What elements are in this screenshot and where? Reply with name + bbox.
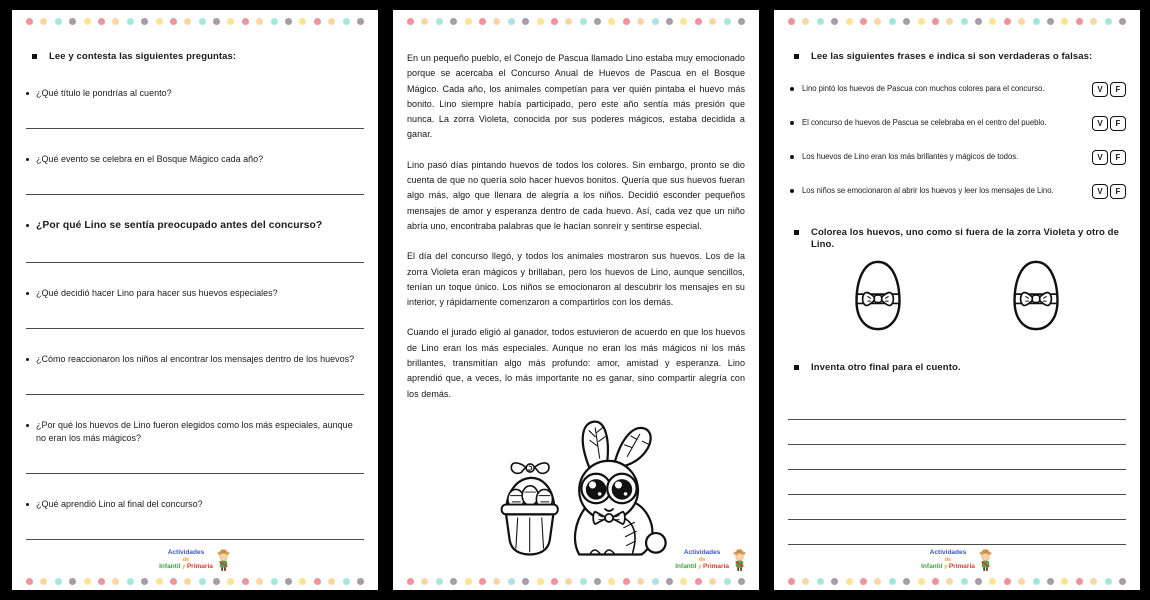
border-dot	[961, 18, 968, 25]
border-dot	[817, 578, 824, 585]
site-logo	[675, 548, 747, 572]
border-dot	[623, 18, 630, 25]
worksheet-page-true-false	[774, 10, 1140, 590]
square-bullet-icon	[794, 230, 799, 235]
border-dot	[608, 18, 615, 25]
mascot-icon	[732, 548, 747, 572]
border-dot	[314, 18, 321, 25]
border-dot	[256, 18, 263, 25]
story-paragraph: Cuando el jurado eligió al ganador, todos estuvieron de acuerdo en que los huevos de Lino eran los más especiales. Aunque no eran los más mágicos ni los más brillantes, transmitían algo más profundo: amor, amistad y esperanza. Lino aprendió que, a veces, lo más importante no es ganar, sino compartir alegría con los demás.	[407, 327, 745, 399]
statement-text: El concurso de huevos de Pascua se celebraba en el centro del pueblo.	[802, 118, 1047, 128]
dot-bullet-icon	[790, 155, 794, 159]
border-dot	[40, 578, 47, 585]
border-dot	[199, 578, 206, 585]
true-checkbox[interactable]: V	[1092, 150, 1108, 165]
dot-bullet-icon	[26, 424, 29, 427]
border-dot	[450, 578, 457, 585]
border-dot	[594, 578, 601, 585]
border-dot	[98, 18, 105, 25]
question-text: ¿Por qué los huevos de Lino fueron elegidos como los más especiales, aunque no eran los más mágicos?	[36, 419, 353, 444]
statement-text: Los huevos de Lino eran los más brillantes y mágicos de todos.	[802, 152, 1019, 162]
question-text: ¿Cómo reaccionaron los niños al encontrar los mensajes dentro de los huevos?	[36, 353, 355, 364]
border-dot	[724, 578, 731, 585]
border-dot	[141, 18, 148, 25]
coloring-eggs	[788, 259, 1126, 332]
border-dot	[903, 578, 910, 585]
border-dot	[493, 578, 500, 585]
border-dot	[227, 18, 234, 25]
border-dot	[652, 578, 659, 585]
border-dot	[479, 578, 486, 585]
border-dot	[666, 578, 673, 585]
border-dot	[421, 578, 428, 585]
border-dot	[170, 18, 177, 25]
border-dot	[831, 18, 838, 25]
border-dot	[40, 18, 47, 25]
logo-line3-word1: Infantil	[159, 563, 181, 571]
border-dot	[874, 18, 881, 25]
question-block	[26, 87, 364, 129]
border-dot	[946, 18, 953, 25]
statement-row	[788, 150, 1126, 165]
border-dot	[522, 578, 529, 585]
dot-bullet-icon	[790, 87, 794, 91]
border-dot	[421, 18, 428, 25]
statement-row	[788, 82, 1126, 97]
answer-line[interactable]	[26, 261, 364, 263]
border-dot	[213, 578, 220, 585]
border-dot	[738, 578, 745, 585]
border-dot	[932, 18, 939, 25]
border-dot	[680, 18, 687, 25]
border-dot	[1018, 18, 1025, 25]
border-dot	[271, 578, 278, 585]
logo-line2: de	[698, 556, 706, 563]
border-dot	[580, 18, 587, 25]
border-dot	[874, 578, 881, 585]
border-dot	[975, 578, 982, 585]
border-dot	[465, 18, 472, 25]
border-dot	[213, 18, 220, 25]
border-dot	[242, 578, 249, 585]
statement-text: Lino pintó los huevos de Pascua con muchos colores para el concurso.	[802, 84, 1045, 94]
border-dot	[788, 578, 795, 585]
border-dot	[860, 578, 867, 585]
question-block	[26, 219, 364, 263]
border-dot	[975, 18, 982, 25]
dot-bullet-icon	[26, 292, 29, 295]
section-header-label: Lee y contesta las siguientes preguntas:	[49, 51, 237, 62]
border-dot	[314, 578, 321, 585]
story-paragraph: El día del concurso llegó, y todos los animales mostraron sus huevos. Los de la zorra Violeta eran mágicos y brillaban, pero los huevos de Lino, aunque sencillos, tenían un toque único. Los niños se emocionaron al descubrir los mensajes en su interior, y rápidamente comenzaron a compartirlos con los demás.	[407, 251, 745, 308]
story-paragraph: En un pequeño pueblo, el Conejo de Pascua llamado Lino estaba muy emocionado porque se acercaba el Concurso Anual de Huevos de Pascua en el Bosque Mágico. Cada año, los animales competían para ver quién pintaba el huevo más bonito. Lino siempre había participado, pero este año sentía más presión que nunca. La zorra Violeta, conocida por sus poderes mágicos, estaba decidida a ganar.	[407, 53, 745, 140]
border-dot	[242, 18, 249, 25]
logo-line1: Actividades	[167, 549, 205, 557]
border-dot	[637, 18, 644, 25]
border-dot	[1047, 18, 1054, 25]
border-dot	[508, 578, 515, 585]
border-dot	[1018, 578, 1025, 585]
border-dot	[918, 18, 925, 25]
story-paragraph: Lino pasó días pintando huevos de todos los colores. Sin embargo, pronto se dio cuenta de que no quería solo hacer huevos bonitos. Quería que sus huevos fueran algo más, algo que llenara de alegría a los niños. Decidió esconder pequeños mensajes de amor y esperanza dentro de cada huevo. Así, cada vez que un niño abría uno, encontraba palabras que le hacían sonreír y sentirse especial.	[407, 159, 745, 231]
dots-border	[788, 578, 1126, 585]
question-text: ¿Qué aprendió Lino al final del concurso?	[36, 499, 203, 510]
border-dot	[479, 18, 486, 25]
border-dot	[1105, 18, 1112, 25]
border-dot	[961, 578, 968, 585]
dot-bullet-icon	[26, 158, 29, 161]
border-dot	[256, 578, 263, 585]
border-dot	[1004, 18, 1011, 25]
question-block	[26, 153, 364, 195]
border-dot	[802, 18, 809, 25]
section-header-questions	[26, 51, 364, 63]
question-block	[26, 353, 364, 395]
border-dot	[170, 578, 177, 585]
border-dot	[1090, 578, 1097, 585]
border-dot	[299, 18, 306, 25]
question-text: ¿Qué decidió hacer Lino para hacer sus huevos especiales?	[36, 287, 278, 298]
border-dot	[817, 18, 824, 25]
border-dot	[508, 18, 515, 25]
question-block	[26, 287, 364, 329]
dot-bullet-icon	[26, 503, 29, 506]
border-dot	[465, 578, 472, 585]
writing-line[interactable]	[788, 518, 1126, 520]
border-dot	[860, 18, 867, 25]
border-dot	[680, 578, 687, 585]
logo-line3-word1: Infantil	[921, 563, 943, 571]
border-dot	[156, 578, 163, 585]
border-dot	[1047, 578, 1054, 585]
border-dot	[199, 18, 206, 25]
writing-line[interactable]	[788, 418, 1126, 420]
border-dot	[537, 18, 544, 25]
border-dot	[112, 18, 119, 25]
border-dot	[328, 18, 335, 25]
square-bullet-icon	[794, 365, 799, 370]
site-logo	[159, 548, 231, 572]
logo-line1: Actividades	[683, 549, 721, 557]
border-dot	[709, 18, 716, 25]
statement-row	[788, 116, 1126, 131]
writing-line[interactable]	[788, 543, 1126, 545]
border-dot	[1119, 18, 1126, 25]
dots-border	[26, 578, 364, 585]
border-dot	[127, 18, 134, 25]
border-dot	[26, 578, 33, 585]
dot-bullet-icon	[790, 189, 794, 193]
logo-line3-word3: Primaria	[186, 563, 213, 571]
border-dot	[84, 18, 91, 25]
border-dot	[565, 18, 572, 25]
answer-line[interactable]	[26, 538, 364, 540]
border-dot	[903, 18, 910, 25]
border-dot	[802, 578, 809, 585]
logo-line2: de	[944, 556, 952, 563]
dot-bullet-icon	[26, 92, 29, 95]
border-dot	[156, 18, 163, 25]
border-dot	[580, 578, 587, 585]
border-dot	[724, 18, 731, 25]
square-bullet-icon	[794, 54, 799, 59]
border-dot	[695, 18, 702, 25]
border-dot	[846, 18, 853, 25]
section-header-true-false	[788, 51, 1126, 63]
border-dot	[889, 18, 896, 25]
border-dot	[1105, 578, 1112, 585]
statement-row	[788, 184, 1126, 199]
border-dot	[623, 578, 630, 585]
bunny-illustration	[407, 417, 745, 565]
worksheet-page-story	[393, 10, 759, 590]
border-dot	[69, 18, 76, 25]
egg-outline-violeta[interactable]	[850, 259, 906, 332]
dots-border	[407, 18, 745, 25]
border-dot	[285, 18, 292, 25]
border-dot	[84, 578, 91, 585]
border-dot	[608, 578, 615, 585]
logo-line3-word1: Infantil	[675, 563, 697, 571]
border-dot	[1076, 578, 1083, 585]
site-logo	[921, 548, 993, 572]
false-checkbox[interactable]: F	[1110, 116, 1126, 131]
border-dot	[112, 578, 119, 585]
dot-bullet-icon	[26, 358, 29, 361]
border-dot	[666, 18, 673, 25]
border-dot	[522, 18, 529, 25]
dot-bullet-icon	[26, 224, 29, 227]
answer-line[interactable]	[26, 393, 364, 395]
square-bullet-icon	[32, 54, 37, 59]
false-checkbox[interactable]: F	[1110, 184, 1126, 199]
question-text: ¿Por qué Lino se sentía preocupado antes del concurso?	[36, 219, 323, 231]
question-block	[26, 419, 364, 474]
dots-border	[788, 18, 1126, 25]
border-dot	[127, 578, 134, 585]
border-dot	[946, 578, 953, 585]
border-dot	[537, 578, 544, 585]
border-dot	[918, 578, 925, 585]
border-dot	[709, 578, 716, 585]
border-dot	[184, 578, 191, 585]
question-block	[26, 498, 364, 540]
false-checkbox[interactable]: F	[1110, 82, 1126, 97]
border-dot	[98, 578, 105, 585]
border-dot	[26, 18, 33, 25]
true-checkbox[interactable]: V	[1092, 82, 1108, 97]
border-dot	[551, 18, 558, 25]
border-dot	[1033, 18, 1040, 25]
answer-line[interactable]	[26, 472, 364, 474]
border-dot	[184, 18, 191, 25]
answer-line[interactable]	[26, 127, 364, 129]
border-dot	[695, 578, 702, 585]
border-dot	[1061, 578, 1068, 585]
border-dot	[989, 18, 996, 25]
border-dot	[932, 578, 939, 585]
border-dot	[357, 18, 364, 25]
border-dot	[299, 578, 306, 585]
border-dot	[407, 18, 414, 25]
border-dot	[565, 578, 572, 585]
section-header-label: Lee las siguientes frases e indica si son verdaderas o falsas:	[811, 51, 1093, 62]
logo-line3-word3: Primaria	[702, 563, 729, 571]
logo-line3-word3: Primaria	[948, 563, 975, 571]
border-dot	[652, 18, 659, 25]
answer-line[interactable]	[26, 193, 364, 195]
border-dot	[1004, 578, 1011, 585]
section-header-label: Inventa otro final para el cuento.	[811, 361, 961, 373]
logo-line3-word2: y	[182, 564, 186, 571]
border-dot	[1090, 18, 1097, 25]
border-dot	[343, 578, 350, 585]
border-dot	[271, 18, 278, 25]
egg-outline-lino[interactable]	[1008, 259, 1064, 332]
answer-line[interactable]	[26, 327, 364, 329]
border-dot	[407, 578, 414, 585]
border-dot	[493, 18, 500, 25]
border-dot	[989, 578, 996, 585]
section-header-label: Colorea los huevos, uno como si fuera de la zorra Violeta y otro de Lino.	[811, 226, 1119, 250]
border-dot	[55, 578, 62, 585]
border-dot	[69, 578, 76, 585]
false-checkbox[interactable]: F	[1110, 150, 1126, 165]
border-dot	[1076, 18, 1083, 25]
writing-line[interactable]	[788, 493, 1126, 495]
border-dot	[141, 578, 148, 585]
border-dot	[328, 578, 335, 585]
dot-bullet-icon	[790, 121, 794, 125]
border-dot	[1119, 578, 1126, 585]
border-dot	[788, 18, 795, 25]
logo-line3-word2: y	[944, 564, 948, 571]
border-dot	[846, 578, 853, 585]
question-text: ¿Qué evento se celebra en el Bosque Mágico cada año?	[36, 153, 264, 164]
border-dot	[357, 578, 364, 585]
border-dot	[55, 18, 62, 25]
logo-line3-word2: y	[698, 564, 702, 571]
border-dot	[343, 18, 350, 25]
true-checkbox[interactable]: V	[1092, 184, 1108, 199]
mascot-icon	[978, 548, 993, 572]
border-dot	[889, 578, 896, 585]
dots-border	[26, 18, 364, 25]
border-dot	[436, 18, 443, 25]
border-dot	[594, 18, 601, 25]
border-dot	[227, 578, 234, 585]
border-dot	[551, 578, 558, 585]
worksheet-page-questions	[12, 10, 378, 590]
section-header-invent-ending	[788, 362, 1126, 374]
mascot-icon	[216, 548, 231, 572]
logo-line1: Actividades	[929, 549, 967, 557]
border-dot	[450, 18, 457, 25]
border-dot	[738, 18, 745, 25]
statement-text: Los niños se emocionaron al abrir los huevos y leer los mensajes de Lino.	[802, 186, 1054, 196]
question-text: ¿Qué título le pondrías al cuento?	[36, 87, 172, 98]
border-dot	[285, 578, 292, 585]
writing-line[interactable]	[788, 468, 1126, 470]
border-dot	[637, 578, 644, 585]
logo-line2: de	[182, 556, 190, 563]
border-dot	[436, 578, 443, 585]
section-header-color-eggs	[788, 227, 1126, 251]
true-checkbox[interactable]: V	[1092, 116, 1108, 131]
story-text	[407, 51, 745, 402]
border-dot	[1061, 18, 1068, 25]
writing-line[interactable]	[788, 443, 1126, 445]
border-dot	[831, 578, 838, 585]
border-dot	[1033, 578, 1040, 585]
dots-border	[407, 578, 745, 585]
